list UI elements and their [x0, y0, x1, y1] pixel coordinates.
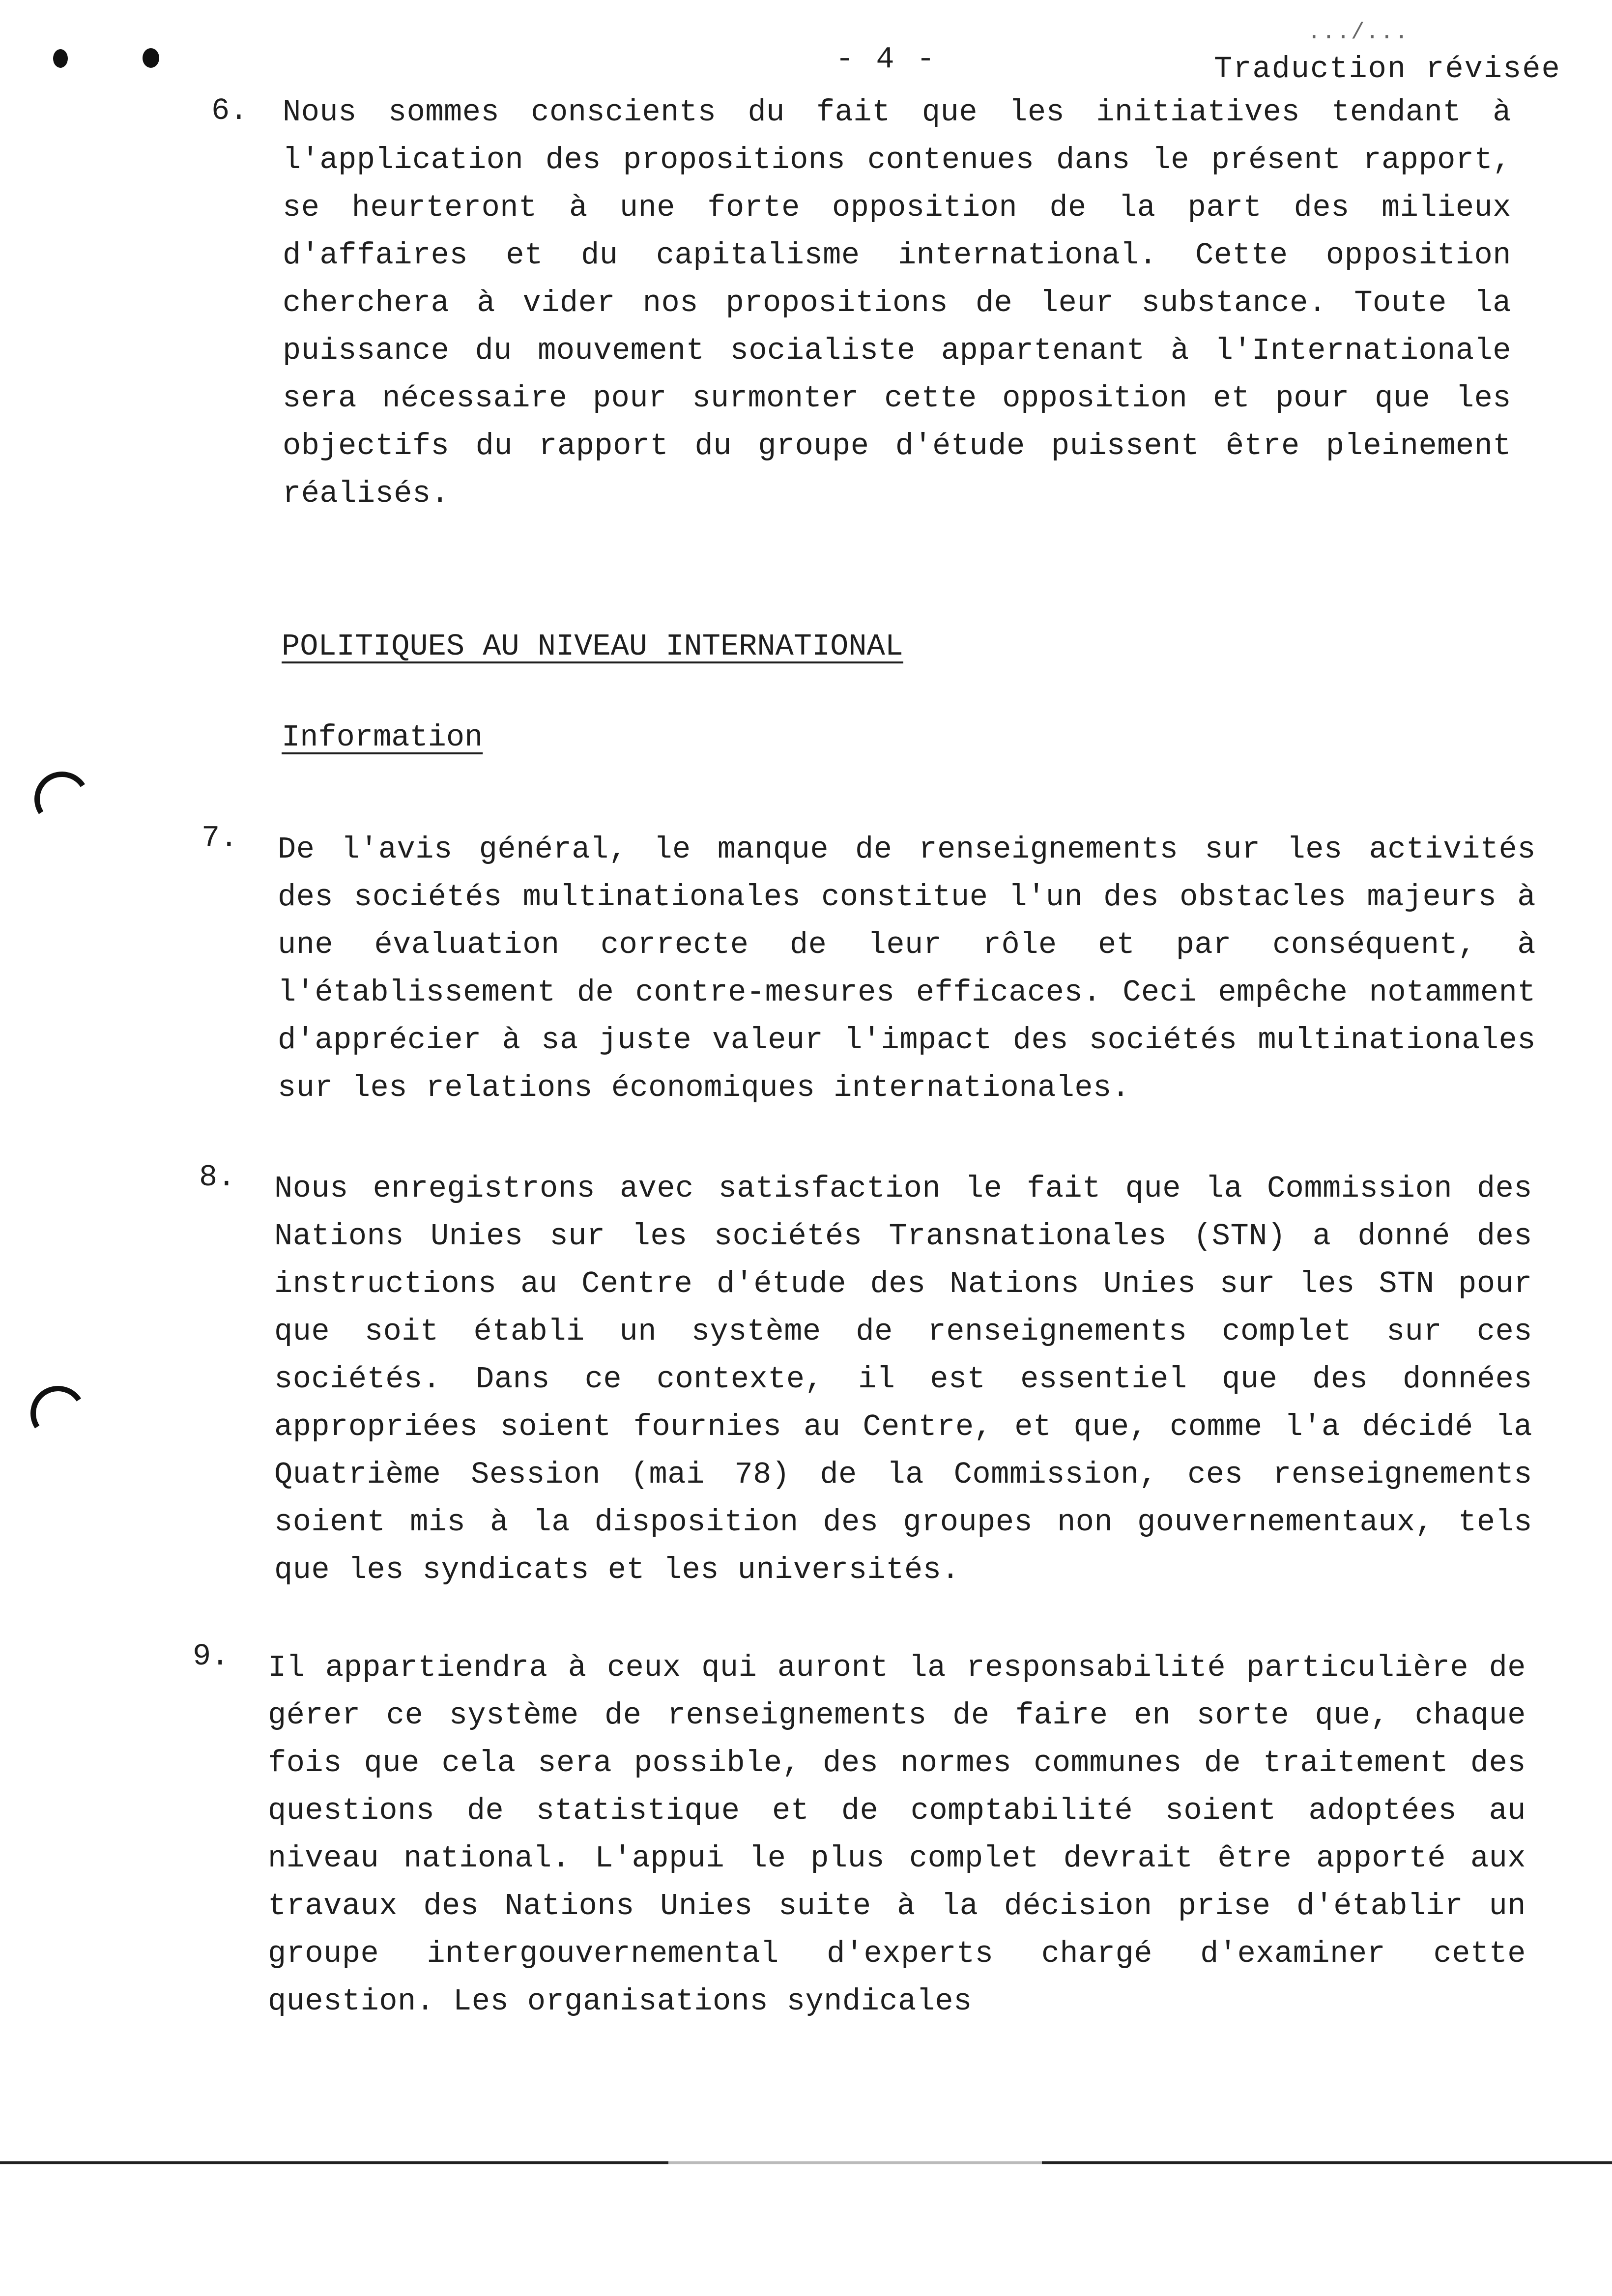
paragraph-number: 9. [193, 1639, 230, 1674]
punch-hole-mark [26, 1381, 91, 1446]
section-heading: POLITIQUES AU NIVEAU INTERNATIONAL [282, 629, 904, 664]
paragraph-9: Il appartiendra à ceux qui auront la responsabilité particulière de gérer ce système de renseignements de faire en sorte que, chaque fois que cela sera possible, des normes communes de traitement des questions de statistique et de comptabilité soient adoptées au niveau national. L'appui le plus complet devrait être apporté aux travaux des Nations Unies suite à la décision prise d'établir un groupe intergouvernemental d'experts chargé d'examiner cette question. Les organisations syndicales [268, 1650, 1526, 2019]
paragraph-8: Nous enregistrons avec satisfaction le fait que la Commission des Nations Unies sur les sociétés Transnationales (STN) a donné des instructions au Centre d'étude des Nations Unies sur les STN pour que soit établi un système de renseignements complet sur ces sociétés. Dans ce contexte, il est essentiel que des données appropriées soient fournies au Centre, et que, comme l'a décidé la Quatrième Session (mai 78) de la Commission, ces renseignements soient mis à la disposition des groupes non gouvernementaux, tels que les syndicats et les universités. [274, 1171, 1532, 1587]
paragraph-number: 7. [202, 821, 238, 856]
bottom-scan-line-faded [668, 2161, 1042, 2164]
paragraph-number: 6. [211, 93, 248, 128]
paragraph-number: 8. [199, 1160, 236, 1195]
punch-hole-mark [29, 767, 95, 832]
scan-dot-mark [53, 49, 68, 68]
reference-code: .../... [1307, 20, 1410, 45]
page-number: - 4 - [835, 42, 937, 77]
paragraph-7: De l'avis général, le manque de renseignements sur les activités des sociétés multinationales constitue l'un des obstacles majeurs à une évaluation correcte de leur rôle et par conséquent, à l'établissement de contre-mesures efficaces. Ceci empêche notamment d'apprécier à sa juste valeur l'impact des sociétés multinationales sur les relations économiques internationales. [278, 832, 1536, 1105]
translation-note: Traduction révisée [1214, 52, 1561, 86]
subsection-heading: Information [282, 720, 483, 755]
paragraph-6: Nous sommes conscients du fait que les initiatives tendant à l'application des propositions contenues dans le présent rapport, se heurteront à une forte opposition de la part des milieux d'affaires et du capitalisme international. Cette opposition cherchera à vider nos propositions de leur substance. Toute la puissance du mouvement socialiste appartenant à l'Internationale sera nécessaire pour surmonter cette opposition et pour que les objectifs du rapport du groupe d'étude puissent être pleinement réalisés. [283, 95, 1511, 511]
scan-dot-mark [143, 48, 159, 68]
